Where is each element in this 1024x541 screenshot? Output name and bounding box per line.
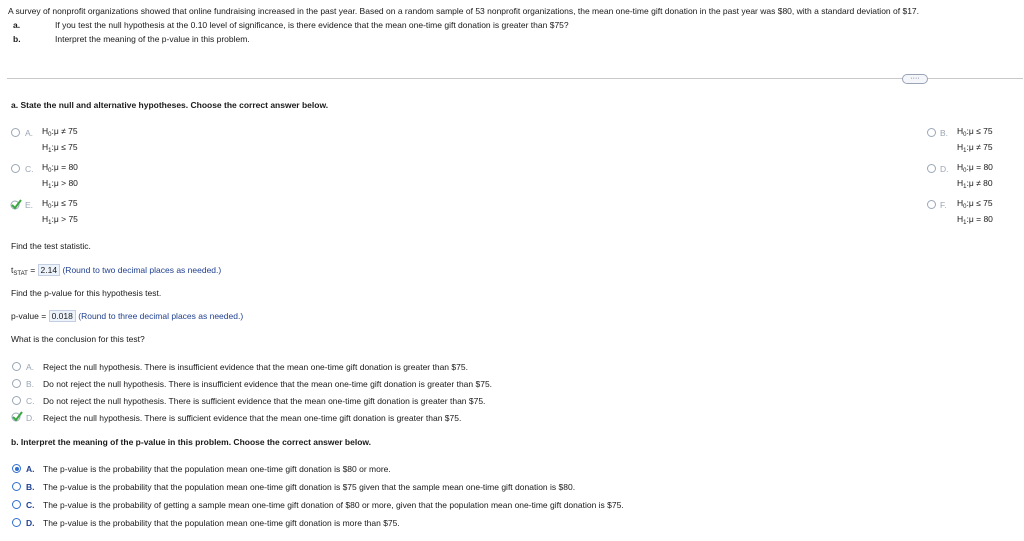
divider	[7, 78, 1023, 79]
interpretation-option-b-letter: B.	[26, 482, 35, 492]
interpretation-option-a-radio[interactable]	[12, 464, 21, 473]
hypothesis-option-f[interactable]: $H_0:\mu \le 75$ $H_1:\mu = 80$	[957, 198, 993, 226]
conclusion-option-d-text[interactable]: Reject the null hypothesis. There is sufficient evidence that the mean one-time gift donation is greater than $75.	[43, 413, 462, 423]
interpretation-option-b-text[interactable]: The p-value is the probability that the population mean one-time gift donation is $75 given that the sample mean one-time gift donation is $80.	[43, 482, 576, 492]
correct-check-icon	[10, 199, 22, 210]
hypothesis-option-e-letter: E.	[25, 200, 34, 210]
interpretation-option-d-radio[interactable]	[12, 518, 21, 527]
conclusion-option-c-letter: C.	[26, 396, 35, 406]
p-value-prompt: Find the p-value for this hypothesis test.	[11, 288, 162, 298]
interpretation-option-b-radio[interactable]	[12, 482, 21, 491]
test-stat-equals: =	[30, 265, 36, 275]
hypothesis-option-c-letter: C.	[25, 164, 34, 174]
conclusion-option-a-letter: A.	[26, 362, 35, 372]
conclusion-option-b-letter: B.	[26, 379, 35, 389]
hypothesis-option-c[interactable]: $H_0:\mu = 80$ $H_1:\mu > 80$	[42, 162, 78, 190]
test-stat-prompt: Find the test statistic.	[11, 241, 91, 251]
test-stat-row	[11, 264, 221, 277]
p-value-label: p-value =	[11, 311, 47, 321]
part-a-question: If you test the null hypothesis at the 0.10 level of significance, is there evidence that the mean one-time gift donation is greater than $75?	[55, 20, 569, 30]
hypothesis-option-a-letter: A.	[25, 128, 34, 138]
problem-intro: A survey of nonprofit organizations showed that online fundraising increased in the past year. Based on a random sample of 53 nonprofit organizations, the mean one-time gift donation in the past year was $80, with a standard deviation of $17.	[8, 6, 920, 16]
hypothesis-option-a[interactable]: $H_0:\mu \ne 75$ $H_1:\mu \le 75$	[42, 126, 78, 154]
hypothesis-option-d-letter: D.	[940, 164, 949, 174]
interpretation-option-c-text[interactable]: The p-value is the probability of getting a sample mean one-time gift donation of $80 or more, given that the population mean one-time gift donation is $75.	[43, 500, 624, 510]
interpretation-option-a-letter: A.	[26, 464, 35, 474]
conclusion-option-a-radio[interactable]	[12, 362, 21, 371]
conclusion-option-a-text[interactable]: Reject the null hypothesis. There is insufficient evidence that the mean one-time gift donation is greater than $75.	[43, 362, 468, 372]
test-stat-var: t	[11, 265, 14, 275]
conclusion-option-d-letter: D.	[26, 413, 35, 423]
hypothesis-option-a-radio[interactable]	[11, 128, 20, 137]
p-value-answer[interactable]: 0.018	[49, 310, 76, 322]
part-a-prompt: a. State the null and alternative hypotheses. Choose the correct answer below.	[11, 100, 329, 110]
part-b-label: b.	[13, 34, 21, 44]
interpretation-option-c-radio[interactable]	[12, 500, 21, 509]
interpretation-option-c-letter: C.	[26, 500, 35, 510]
hypothesis-option-b-radio[interactable]	[927, 128, 936, 137]
conclusion-option-c-radio[interactable]	[12, 396, 21, 405]
hypothesis-option-c-radio[interactable]	[11, 164, 20, 173]
interpretation-option-d-letter: D.	[26, 518, 35, 528]
conclusion-option-c-text[interactable]: Do not reject the null hypothesis. There is sufficient evidence that the mean one-time gift donation is greater than $75.	[43, 396, 486, 406]
hypothesis-option-f-radio[interactable]	[927, 200, 936, 209]
p-value-hint: (Round to three decimal places as needed.)	[78, 311, 244, 321]
interpretation-option-d-text[interactable]: The p-value is the probability that the population mean one-time gift donation is more than $75.	[43, 518, 400, 528]
p-value-row	[11, 310, 243, 322]
interpretation-option-a-text[interactable]: The p-value is the probability that the population mean one-time gift donation is $80 or more.	[43, 464, 391, 474]
test-stat-answer[interactable]: 2.14	[38, 264, 61, 276]
conclusion-option-b-text[interactable]: Do not reject the null hypothesis. There is insufficient evidence that the mean one-time gift donation is greater than $75.	[43, 379, 493, 389]
hypothesis-option-e[interactable]: $H_0:\mu \le 75$ $H_1:\mu > 75$	[42, 198, 78, 226]
hypothesis-option-b[interactable]: $H_0:\mu \le 75$ $H_1:\mu \ne 75$	[957, 126, 993, 154]
expand-more-button[interactable]: ····	[902, 74, 928, 84]
conclusion-option-b-radio[interactable]	[12, 379, 21, 388]
hypothesis-option-f-letter: F.	[940, 200, 947, 210]
part-b-prompt: b. Interpret the meaning of the p-value in this problem. Choose the correct answer below.	[11, 437, 372, 447]
hypothesis-option-d-radio[interactable]	[927, 164, 936, 173]
part-b-question: Interpret the meaning of the p-value in this problem.	[55, 34, 250, 44]
part-a-label: a.	[13, 20, 21, 30]
conclusion-prompt: What is the conclusion for this test?	[11, 334, 145, 344]
test-stat-hint: (Round to two decimal places as needed.)	[62, 265, 222, 275]
test-stat-sub: STAT	[13, 271, 28, 277]
hypothesis-option-d[interactable]: $H_0:\mu = 80$ $H_1:\mu \ne 80$	[957, 162, 993, 190]
correct-check-icon	[11, 411, 23, 422]
hypothesis-option-b-letter: B.	[940, 128, 949, 138]
